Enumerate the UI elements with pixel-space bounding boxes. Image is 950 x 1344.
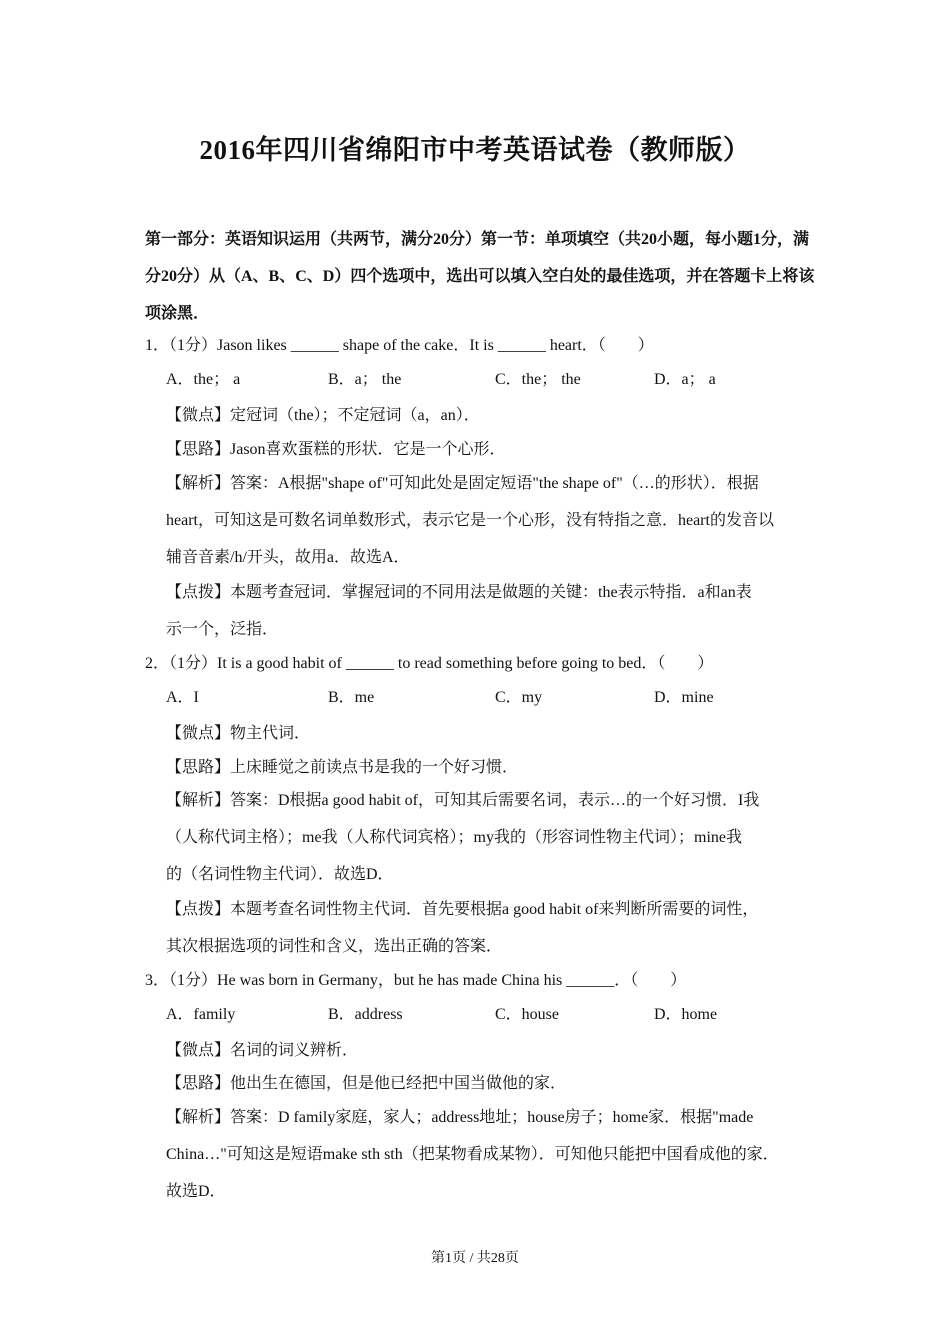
question-2-jiexi-line1: 【解析】答案：D根据a good habit of，可知其后需要名词，表示…的一个好习惯．I我 xyxy=(166,792,760,809)
question-3-option-a: A．family xyxy=(166,1006,236,1023)
question-2-dianbo-line2: 其次根据选项的词性和含义，选出正确的答案． xyxy=(166,938,503,955)
question-3-silu: 【思路】他出生在德国，但是他已经把中国当做他的家． xyxy=(166,1075,567,1092)
question-3-option-b: B．address xyxy=(328,1006,403,1023)
question-1-weidian: 【微点】定冠词（the）；不定冠词（a，an）． xyxy=(166,407,480,424)
question-2-dianbo-line1: 【点拨】本题考查名词性物主代词．首先要根据a good habit of来判断所需要的词性， xyxy=(166,901,759,918)
question-2-option-b: B．me xyxy=(328,689,375,706)
question-3-option-c: C．house xyxy=(495,1006,560,1023)
question-1-option-a: A．the； a xyxy=(166,371,241,388)
question-2-stem: 2．（1分）It is a good habit of ______ to read something before going to bed．（ ） xyxy=(145,655,714,672)
question-2-option-a: A．I xyxy=(166,689,199,706)
question-1-dianbo-line1: 【点拨】本题考查冠词．掌握冠词的不同用法是做题的关键：the表示特指．a和an表 xyxy=(166,584,752,601)
question-2-weidian: 【微点】物主代词． xyxy=(166,725,311,742)
section-intro: 第一部分：英语知识运用（共两节，满分20分）第一节：单项填空（共20小题，每小题1分，满分20分）从（A、B、C、D）四个选项中，选出可以填入空白处的最佳选项，并在答题卡上将该项涂黑． xyxy=(145,231,815,322)
question-2-jiexi-line2: （人称代词主格）；me我（人称代词宾格）；my我的（形容词性物主代词）；mine我 xyxy=(166,829,742,846)
question-3-jiexi-line1: 【解析】答案：D family家庭，家人；address地址；house房子；home家．根据"made xyxy=(166,1109,754,1126)
question-1-stem: 1．（1分）Jason likes ______ shape of the cake．It is ______ heart．（ ） xyxy=(145,337,654,354)
question-1-dianbo-line2: 示一个，泛指． xyxy=(166,621,279,638)
question-1-silu: 【思路】Jason喜欢蛋糕的形状．它是一个心形． xyxy=(166,441,506,458)
question-3-option-d: D．home xyxy=(654,1006,718,1023)
question-1-jiexi-line3: 辅音音素/h/开头，故用a．故选A． xyxy=(166,549,410,566)
question-1-jiexi-line1: 【解析】答案：A根据"shape of"可知此处是固定短语"the shape of"（…的形状）．根据 xyxy=(166,475,759,492)
question-1-option-d: D．a； a xyxy=(654,371,716,388)
question-2-jiexi-line3: 的（名词性物主代词）．故选D． xyxy=(166,866,394,883)
question-3-jiexi-line3: 故选D． xyxy=(166,1183,226,1200)
question-2-option-d: D．mine xyxy=(654,689,714,706)
question-2-silu: 【思路】上床睡觉之前读点书是我的一个好习惯． xyxy=(166,759,519,776)
page-title: 2016年四川省绵阳市中考英语试卷（教师版） xyxy=(199,135,751,165)
question-3-stem: 3．（1分）He was born in Germany，but he has made China his ______．（ ） xyxy=(145,972,687,989)
question-1-jiexi-line2: heart，可知这是可数名词单数形式，表示它是一个心形，没有特指之意．heart的发音以 xyxy=(166,512,774,529)
question-3-weidian: 【微点】名词的词义辨析． xyxy=(166,1042,359,1059)
question-3-jiexi-line2: China…"可知这是短语make sth sth（把某物看成某物）．可知他只能把中国看成他的家． xyxy=(166,1146,779,1163)
question-2-option-c: C．my xyxy=(495,689,543,706)
question-1-option-c: C．the； the xyxy=(495,371,581,388)
page-number: 第1页 / 共28页 xyxy=(431,1251,519,1266)
question-1-option-b: B．a； the xyxy=(328,371,402,388)
